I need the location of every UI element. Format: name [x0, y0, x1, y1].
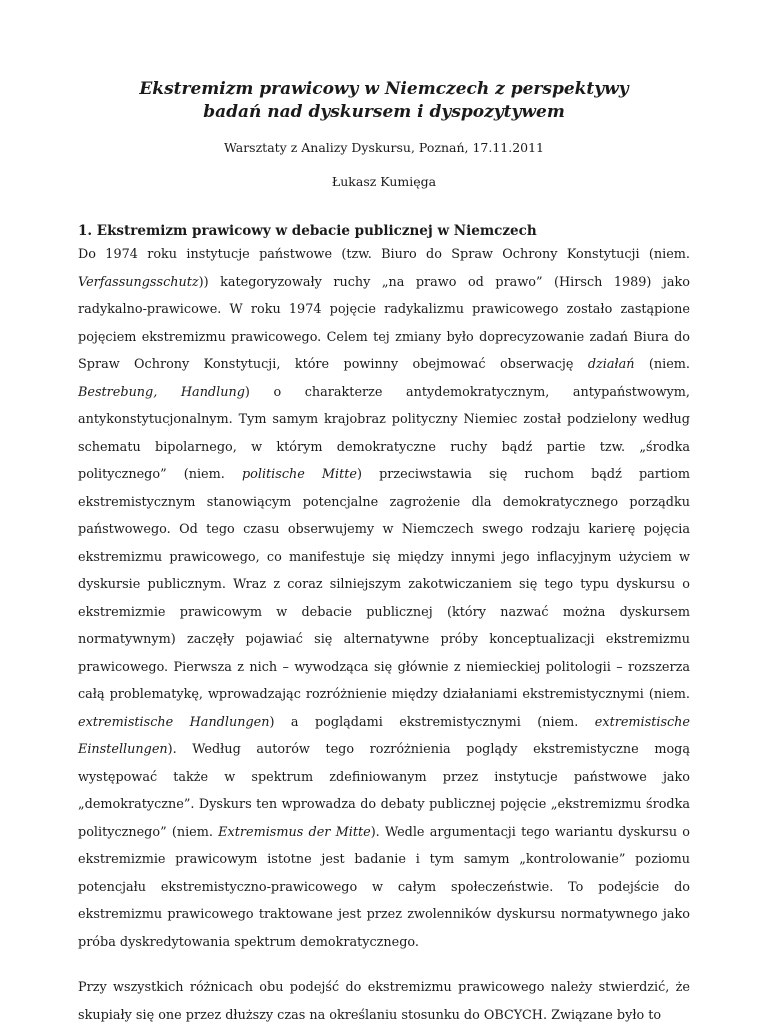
workshop-info: Warsztaty z Analizy Dyskursu, Poznań, 17.11.2011 — [223, 140, 545, 155]
paragraph-2: Przy wszystkich różnicach obu podejść do ekstremizmu prawicowego należy stwierdzić, że skupiały się one przez dłuższy czas na określaniu stosunku do OBCYCH. Związane było to — [78, 980, 690, 1023]
paragraph-1 — [78, 241, 690, 956]
p1-text-1: Do 1974 roku instytucje państwowe (tzw. Biuro do Spraw Ochrony Konstytucji (niem. — [78, 247, 690, 262]
p1-italic-2: działań — [587, 357, 635, 372]
p1-text-4: ) o charakterze antydemokratycznym, antypaństwowym, antykonstytucjonalnym. Tym samym krajobraz polityczny Niemiec został podzielony według schematu bipolarnego, w którym demokratyczne ruchy bądź partie tzw. „środka politycznego” (niem. — [78, 384, 690, 482]
p1-italic-1: Verfassungsschutz — [78, 274, 199, 290]
p1-italic-5: extremistische Handlungen — [78, 714, 270, 730]
p1-italic-6: extremistische Einstellungen — [78, 714, 690, 757]
p1-text-7: ). Według autorów tego rozróżnienia poglądy ekstremistyczne mogą występować także w spektrum zdefiniowanym przez instytucje państwowe jako „demokratyczne”. Dyskurs ten wprowadza do debaty publicznej pojęcie „ekstremizmu środka politycznego” (niem. — [78, 742, 690, 840]
p1-italic-4: politische Mitte — [241, 467, 357, 482]
p1-italic-7: Extremismus der Mitte — [218, 824, 371, 840]
p1-text-8: ). Wedle argumentacji tego wariantu dyskursu o ekstremizmie prawicowym istotne jest badanie i tym samym „kontrolowanie” poziomu potencjału ekstremistyczno-prawicowego w całym społeczeństwie. To podejście do ekstremizmu prawicowego traktowane jest przez zwolenników dyskursu normatywnego jako próba dyskredytowania spektrum demokratycznego. — [78, 824, 691, 950]
author-name: Łukasz Kumięga — [331, 174, 437, 189]
p1-text-3: (niem. — [634, 357, 690, 372]
p1-text-6: ) a poglądami ekstremistycznymi (niem. — [269, 714, 595, 730]
title-line-1: Ekstremizm prawicowy w Niemczech z perspektywy — [139, 79, 629, 99]
p1-italic-3: Bestrebung, Handlung — [78, 384, 245, 400]
document-title — [78, 78, 690, 124]
document-body — [78, 78, 690, 1029]
title-line-2: badań nad dyskursem i dyspozytywem — [203, 102, 565, 122]
section-heading: 1. Ekstremizm prawicowy w debacie publicznej w Niemczech — [78, 223, 537, 239]
p1-text-5: ) przeciwstawia się ruchom bądź partiom ekstremistycznym stanowiącym potencjalne zagrożenie dla demokratycznego porządku państwowego. Od tego czasu obserwujemy w Niemczech swego rodzaju karierę pojęcia ekstremizmu prawicowego, co manifestuje się między innymi jego inflacyjnym użyciem w dyskursie publicznym. Wraz z coraz silniejszym zakotwiczaniem się tego typu dyskursu o ekstremizmie prawicowym w debacie publicznej (który nazwać można dyskursem normatywnym) zaczęły pojawiać się alternatywne próby konceptualizacji ekstremizmu prawicowego. Pierwsza z nich – wywodząca się głównie z niemieckiej politologii – rozszerza całą problematykę, wprowadzając rozróżnienie między działaniami ekstremistycznymi (niem. — [78, 467, 690, 702]
p1-text-2: )) kategoryzowały ruchy „na prawo od prawo” (Hirsch 1989) jako radykalno-prawicowe. W roku 1974 pojęcie radykalizmu prawicowego zostało zastąpione pojęciem ekstremizmu prawicowego. Celem tej zmiany było doprecyzowanie zadań Biura do Spraw Ochrony Konstytucji, które powinny obejmować obserwację — [78, 274, 690, 372]
